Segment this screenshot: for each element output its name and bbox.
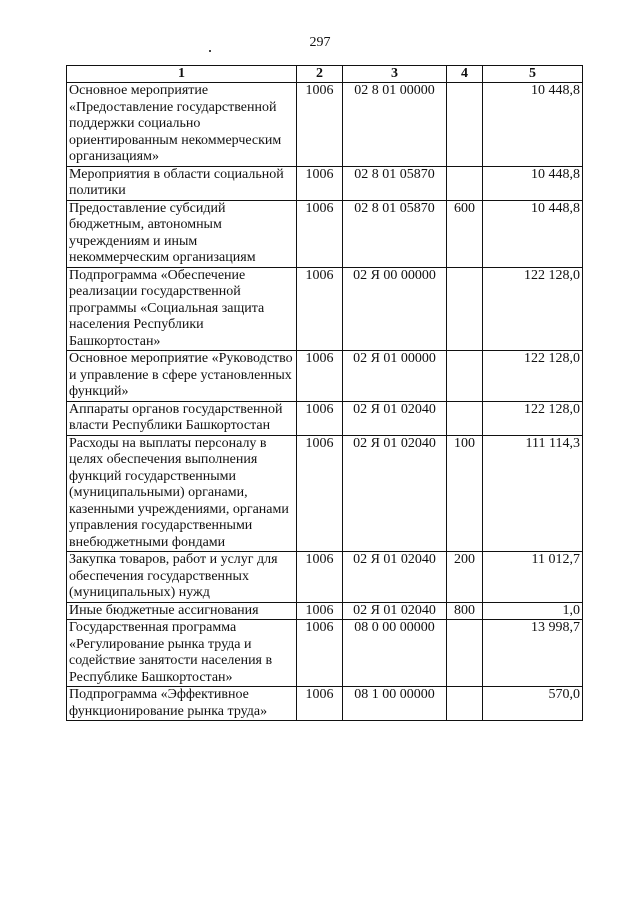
row-code: 08 0 00 00000: [343, 620, 447, 687]
row-section: 1006: [297, 267, 343, 351]
row-type: 200: [447, 552, 483, 603]
row-type: 800: [447, 602, 483, 620]
row-section: 1006: [297, 200, 343, 267]
row-code: 02 8 01 05870: [343, 200, 447, 267]
budget-table: [66, 65, 583, 721]
row-type: [447, 83, 483, 167]
row-name: Подпрограмма «Эффективное функционирование рынка труда»: [67, 687, 297, 721]
table-row: [67, 200, 583, 267]
row-code: 02 Я 01 02040: [343, 401, 447, 435]
row-type: 100: [447, 435, 483, 552]
column-header: 5: [483, 66, 583, 83]
table-row: [67, 166, 583, 200]
table-row: [67, 620, 583, 687]
scan-speck: [209, 50, 211, 52]
row-name: Подпрограмма «Обеспечение реализации государственной программы «Социальная защита населения Республики Башкортостан»: [67, 267, 297, 351]
page-number: 297: [309, 35, 331, 50]
row-amount: 111 114,3: [483, 435, 583, 552]
table-row: [67, 435, 583, 552]
row-section: 1006: [297, 602, 343, 620]
table-row: [67, 83, 583, 167]
row-code: 02 Я 01 02040: [343, 435, 447, 552]
row-amount: 122 128,0: [483, 267, 583, 351]
column-header: 2: [297, 66, 343, 83]
row-amount: 11 012,7: [483, 552, 583, 603]
row-amount: 10 448,8: [483, 83, 583, 167]
row-amount: 122 128,0: [483, 401, 583, 435]
row-amount: 122 128,0: [483, 351, 583, 402]
row-type: 600: [447, 200, 483, 267]
row-name: Мероприятия в области социальной политики: [67, 166, 297, 200]
row-type: [447, 401, 483, 435]
row-amount: 1,0: [483, 602, 583, 620]
row-code: 08 1 00 00000: [343, 687, 447, 721]
row-section: 1006: [297, 83, 343, 167]
row-code: 02 Я 01 02040: [343, 552, 447, 603]
row-code: 02 8 01 00000: [343, 83, 447, 167]
column-header: 4: [447, 66, 483, 83]
table-row: [67, 401, 583, 435]
table-row: [67, 267, 583, 351]
row-section: 1006: [297, 401, 343, 435]
row-section: 1006: [297, 166, 343, 200]
row-section: 1006: [297, 552, 343, 603]
header-row: [67, 66, 583, 83]
row-type: [447, 687, 483, 721]
column-header: 3: [343, 66, 447, 83]
table-row: [67, 351, 583, 402]
row-name: Государственная программа «Регулирование рынка труда и содействие занятости населения в Республике Башкортостан»: [67, 620, 297, 687]
row-amount: 10 448,8: [483, 200, 583, 267]
row-name: Иные бюджетные ассигнования: [67, 602, 297, 620]
row-name: Основное мероприятие «Руководство и управление в сфере установленных функций»: [67, 351, 297, 402]
row-type: [447, 620, 483, 687]
row-section: 1006: [297, 620, 343, 687]
row-name: Предоставление субсидий бюджетным, автономным учреждениям и иным некоммерческим организациям: [67, 200, 297, 267]
row-section: 1006: [297, 351, 343, 402]
table-row: [67, 602, 583, 620]
row-type: [447, 351, 483, 402]
row-amount: 13 998,7: [483, 620, 583, 687]
row-name: Закупка товаров, работ и услуг для обеспечения государственных (муниципальных) нужд: [67, 552, 297, 603]
row-code: 02 8 01 05870: [343, 166, 447, 200]
row-code: 02 Я 01 00000: [343, 351, 447, 402]
column-header: 1: [67, 66, 297, 83]
row-name: Аппараты органов государственной власти Республики Башкортостан: [67, 401, 297, 435]
table-row: [67, 687, 583, 721]
row-type: [447, 166, 483, 200]
row-name: Расходы на выплаты персоналу в целях обеспечения выполнения функций государственными (муниципальными) органами, казенными учреждениями, органами управления государственными внебюджетными фондами: [67, 435, 297, 552]
table-row: [67, 552, 583, 603]
row-amount: 10 448,8: [483, 166, 583, 200]
row-section: 1006: [297, 435, 343, 552]
row-amount: 570,0: [483, 687, 583, 721]
row-code: 02 Я 01 02040: [343, 602, 447, 620]
row-code: 02 Я 00 00000: [343, 267, 447, 351]
row-type: [447, 267, 483, 351]
row-section: 1006: [297, 687, 343, 721]
row-name: Основное мероприятие «Предоставление государственной поддержки социально ориентированным некоммерческим организациям»: [67, 83, 297, 167]
